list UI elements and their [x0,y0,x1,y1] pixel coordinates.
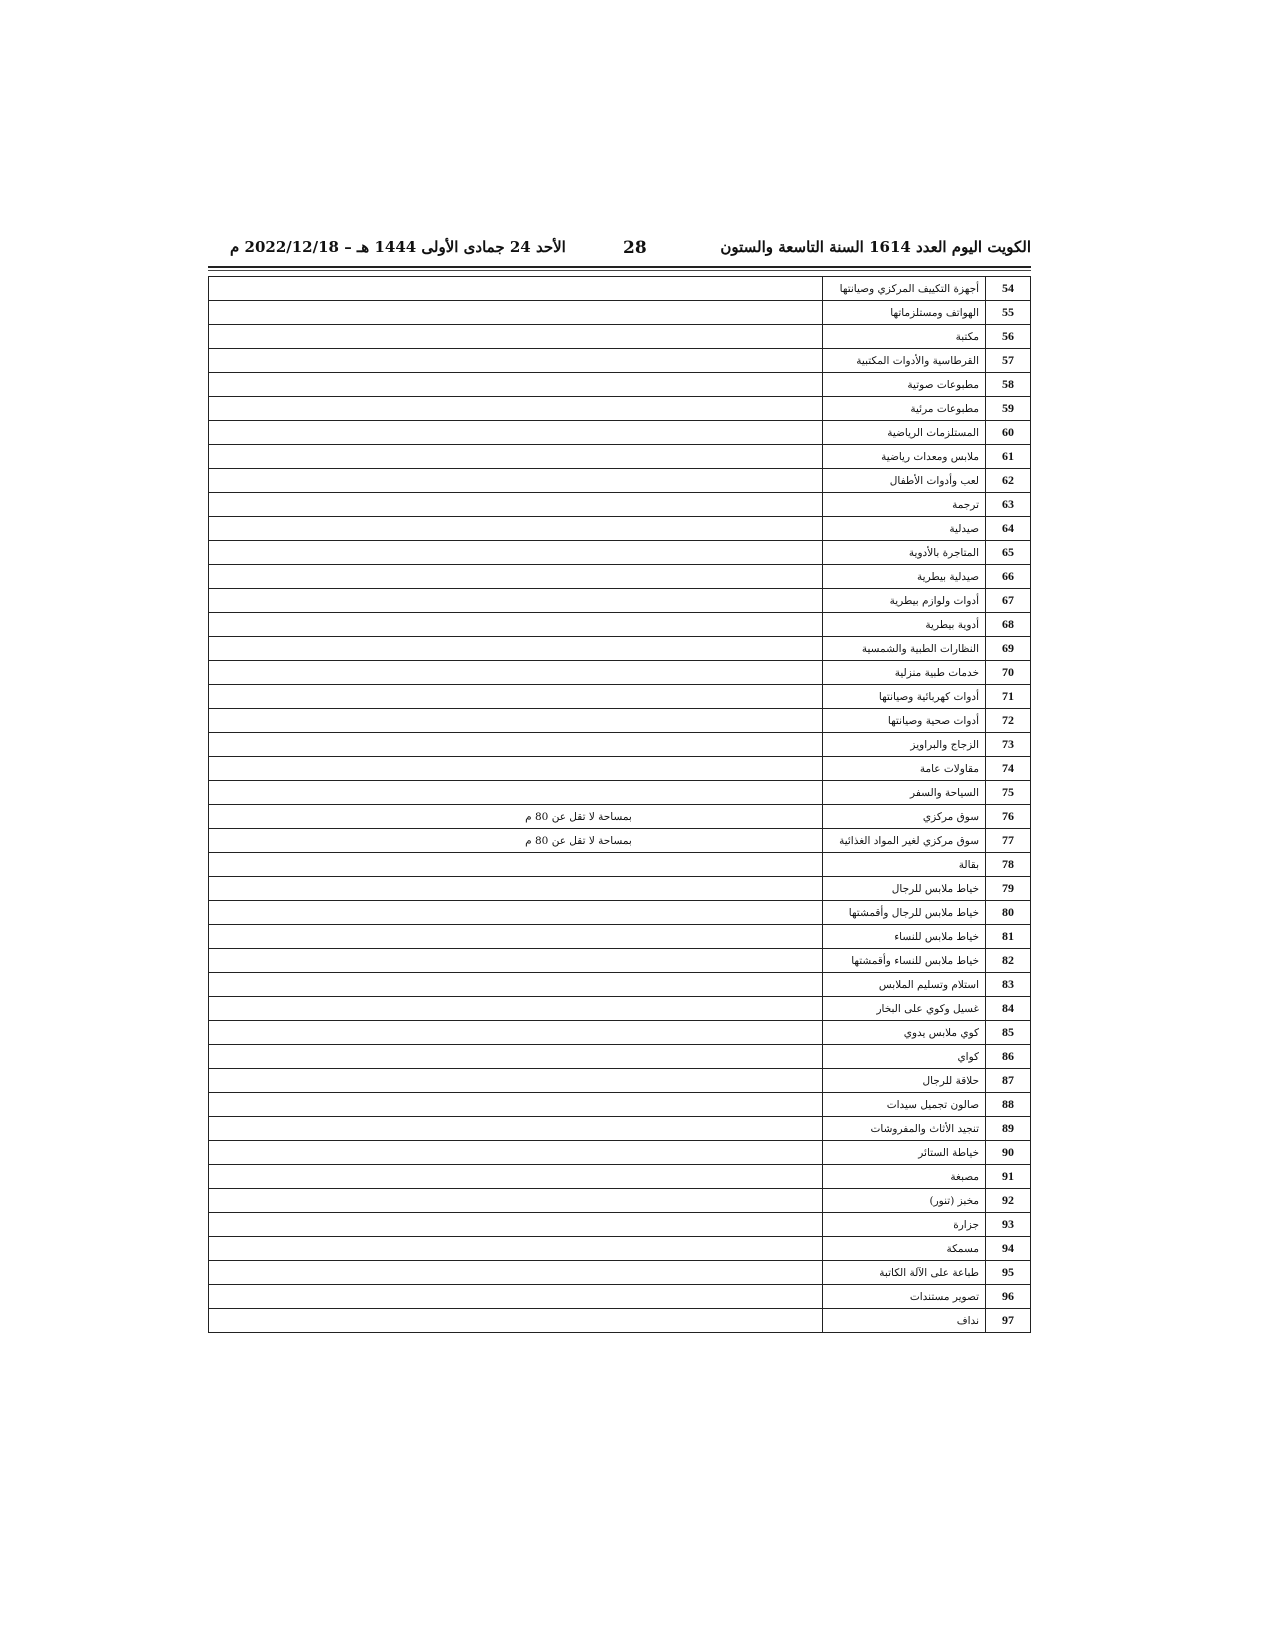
activity-name: الهواتف ومستلزماتها [823,301,986,325]
row-number: 66 [986,565,1031,589]
row-number: 67 [986,589,1031,613]
header-rule-thin [208,270,1031,271]
table-row [209,325,1031,349]
activity-note-cell [209,1045,823,1069]
activity-note-cell [209,1309,823,1333]
activity-note-cell [209,829,823,853]
row-number: 64 [986,517,1031,541]
row-number: 85 [986,1021,1031,1045]
page-header [208,238,1031,264]
activity-name: السياحة والسفر [823,781,986,805]
activity-name: أجهزة التكييف المركزي وصيانتها [823,277,986,301]
row-number: 57 [986,349,1031,373]
activity-note-cell [209,661,823,685]
table-row [209,1237,1031,1261]
table-row [209,1285,1031,1309]
activity-name: خياطة الستائر [823,1141,986,1165]
activity-name: القرطاسية والأدوات المكتبية [823,349,986,373]
row-number: 60 [986,421,1031,445]
activity-name: المتاجرة بالأدوية [823,541,986,565]
activity-name: لعب وأدوات الأطفال [823,469,986,493]
table-row [209,781,1031,805]
activity-name: ملابس ومعدات رياضية [823,445,986,469]
activity-name: نداف [823,1309,986,1333]
activity-note-cell [209,373,823,397]
activity-name: مقاولات عامة [823,757,986,781]
row-number: 56 [986,325,1031,349]
activity-note-cell [209,1213,823,1237]
row-number: 78 [986,853,1031,877]
activities-table-body [209,277,1031,1333]
activity-note-cell [209,613,823,637]
table-row [209,877,1031,901]
row-number: 93 [986,1213,1031,1237]
activity-note-cell [209,1141,823,1165]
table-row [209,1117,1031,1141]
row-number: 84 [986,997,1031,1021]
activity-note-cell [209,805,823,829]
publication-info: الكويت اليوم العدد 1614 السنة التاسعة والستون [720,238,1031,256]
activity-note-cell [209,1021,823,1045]
row-number: 79 [986,877,1031,901]
activity-note-cell [209,301,823,325]
table-row [209,829,1031,853]
activity-note-cell [209,493,823,517]
row-number: 92 [986,1189,1031,1213]
table-row [209,661,1031,685]
table-row [209,445,1031,469]
activity-note-cell [209,973,823,997]
activity-note-cell [209,901,823,925]
activity-note-cell [209,709,823,733]
activity-name: تنجيد الأثاث والمفروشات [823,1117,986,1141]
activity-name: النظارات الطبية والشمسية [823,637,986,661]
activity-note-cell [209,469,823,493]
activity-note-cell [209,349,823,373]
row-number: 88 [986,1093,1031,1117]
activity-name: ترجمة [823,493,986,517]
table-row [209,397,1031,421]
activity-note-cell [209,541,823,565]
row-number: 72 [986,709,1031,733]
row-number: 55 [986,301,1031,325]
activity-note-cell [209,781,823,805]
activity-note-cell [209,1261,823,1285]
activity-name: أدوات كهربائية وصيانتها [823,685,986,709]
row-number: 90 [986,1141,1031,1165]
row-number: 80 [986,901,1031,925]
activity-name: مسمكة [823,1237,986,1261]
activity-note-cell [209,445,823,469]
table-row [209,373,1031,397]
activity-note-cell [209,1237,823,1261]
table-row [209,1045,1031,1069]
table-row [209,589,1031,613]
row-number: 81 [986,925,1031,949]
row-number: 58 [986,373,1031,397]
table-row [209,925,1031,949]
activity-note-cell [209,1189,823,1213]
activity-name: خياط ملابس للنساء [823,925,986,949]
issue-date: الأحد 24 جمادى الأولى 1444 هـ – 2022/12/18 م [230,238,566,256]
activity-name: صيدلية بيطرية [823,565,986,589]
activity-name: صالون تجميل سيدات [823,1093,986,1117]
activity-note: بمساحة لا تقل عن 80 م [525,834,632,847]
activity-note-cell [209,925,823,949]
activity-name: مكتبة [823,325,986,349]
activity-name: كوي ملابس يدوي [823,1021,986,1045]
row-number: 73 [986,733,1031,757]
table-row [209,997,1031,1021]
activity-note-cell [209,637,823,661]
row-number: 91 [986,1165,1031,1189]
activity-note-cell [209,565,823,589]
activity-note-cell [209,757,823,781]
row-number: 75 [986,781,1031,805]
activity-note-cell [209,733,823,757]
activity-name: خياط ملابس للرجال [823,877,986,901]
table-row [209,493,1031,517]
row-number: 69 [986,637,1031,661]
row-number: 71 [986,685,1031,709]
activity-name: غسيل وكوي على البخار [823,997,986,1021]
activity-note-cell [209,517,823,541]
table-row [209,1261,1031,1285]
activity-name: طباعة على الآلة الكاتبة [823,1261,986,1285]
activity-name: أدوات ولوازم بيطرية [823,589,986,613]
row-number: 54 [986,277,1031,301]
table-row [209,517,1031,541]
activity-name: كواي [823,1045,986,1069]
activity-name: بقالة [823,853,986,877]
activities-table-wrapper [208,276,1031,1333]
activity-note-cell [209,997,823,1021]
row-number: 63 [986,493,1031,517]
table-row [209,301,1031,325]
page-number: 28 [623,238,647,258]
row-number: 82 [986,949,1031,973]
activity-name: خياط ملابس للرجال وأقمشتها [823,901,986,925]
activity-name: خياط ملابس للنساء وأقمشتها [823,949,986,973]
table-row [209,349,1031,373]
row-number: 94 [986,1237,1031,1261]
row-number: 59 [986,397,1031,421]
activity-note-cell [209,1285,823,1309]
table-row [209,709,1031,733]
row-number: 62 [986,469,1031,493]
activity-note-cell [209,949,823,973]
table-row [209,901,1031,925]
table-row [209,1213,1031,1237]
table-row [209,1021,1031,1045]
table-row [209,1069,1031,1093]
activity-name: استلام وتسليم الملابس [823,973,986,997]
activity-name: سوق مركزي لغير المواد الغذائية [823,829,986,853]
table-row [209,685,1031,709]
activity-note-cell [209,877,823,901]
table-row [209,469,1031,493]
activities-table [208,276,1031,1333]
activity-name: صيدلية [823,517,986,541]
activity-name: جزارة [823,1213,986,1237]
table-row [209,1093,1031,1117]
row-number: 95 [986,1261,1031,1285]
activity-name: أدوية بيطرية [823,613,986,637]
row-number: 76 [986,805,1031,829]
table-row [209,733,1031,757]
table-row [209,757,1031,781]
activity-name: خدمات طبية منزلية [823,661,986,685]
table-row [209,541,1031,565]
activity-note-cell [209,397,823,421]
activity-note-cell [209,1165,823,1189]
row-number: 87 [986,1069,1031,1093]
table-row [209,973,1031,997]
row-number: 83 [986,973,1031,997]
activity-note-cell [209,1093,823,1117]
activity-note-cell [209,421,823,445]
row-number: 96 [986,1285,1031,1309]
row-number: 86 [986,1045,1031,1069]
row-number: 70 [986,661,1031,685]
table-row [209,1165,1031,1189]
activity-name: تصوير مستندات [823,1285,986,1309]
activity-name: المستلزمات الرياضية [823,421,986,445]
table-row [209,805,1031,829]
table-row [209,1309,1031,1333]
table-row [209,1141,1031,1165]
activity-name: مطبوعات مرئية [823,397,986,421]
table-row [209,853,1031,877]
activity-name: أدوات صحية وصيانتها [823,709,986,733]
row-number: 65 [986,541,1031,565]
activity-note-cell [209,1069,823,1093]
activity-name: سوق مركزي [823,805,986,829]
activity-note-cell [209,325,823,349]
row-number: 74 [986,757,1031,781]
table-row [209,1189,1031,1213]
table-row [209,613,1031,637]
activity-note-cell [209,277,823,301]
activity-note-cell [209,589,823,613]
table-row [209,949,1031,973]
activity-note: بمساحة لا تقل عن 80 م [525,810,632,823]
header-rule-thick [208,266,1031,268]
table-row [209,421,1031,445]
activity-name: الزجاج والبراويز [823,733,986,757]
table-row [209,565,1031,589]
activity-note-cell [209,853,823,877]
table-row [209,277,1031,301]
row-number: 68 [986,613,1031,637]
table-row [209,637,1031,661]
activity-name: مخبز (تنور) [823,1189,986,1213]
row-number: 97 [986,1309,1031,1333]
activity-note-cell [209,1117,823,1141]
row-number: 77 [986,829,1031,853]
activity-name: حلاقة للرجال [823,1069,986,1093]
row-number: 89 [986,1117,1031,1141]
activity-name: مصبغة [823,1165,986,1189]
activity-name: مطبوعات صوتية [823,373,986,397]
activity-note-cell [209,685,823,709]
row-number: 61 [986,445,1031,469]
